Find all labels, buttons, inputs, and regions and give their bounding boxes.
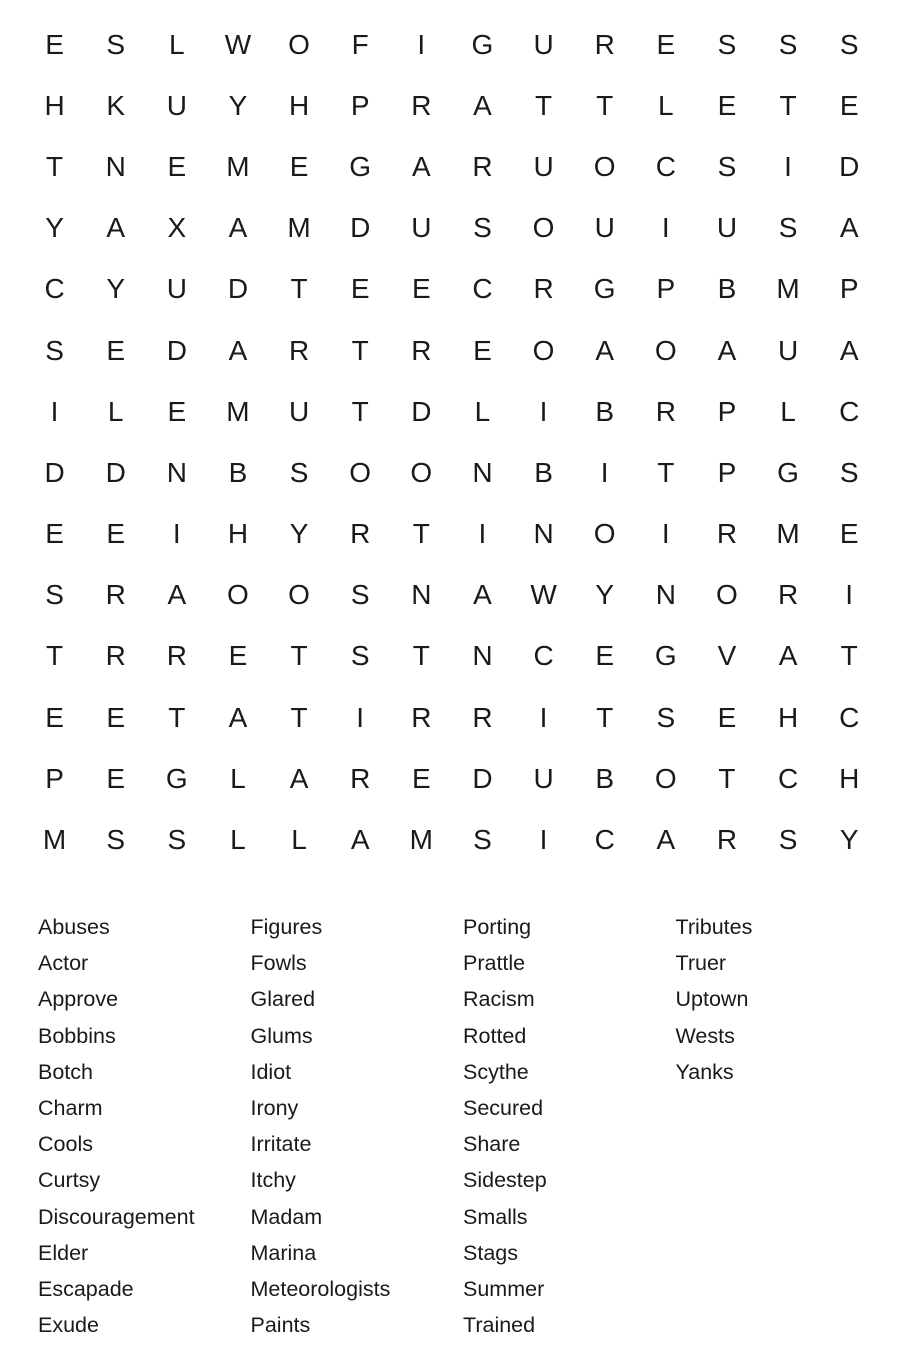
grid-cell[interactable]: E — [106, 334, 126, 366]
word-list-item: Approve — [38, 987, 119, 1012]
grid-cell[interactable]: O — [410, 456, 433, 488]
grid-cell[interactable]: E — [106, 762, 126, 794]
grid-cell[interactable]: G — [654, 640, 677, 672]
grid-row — [24, 748, 880, 809]
grid-cell[interactable]: N — [411, 579, 432, 611]
grid-cell[interactable]: Y — [839, 824, 859, 856]
grid-cell[interactable]: I — [539, 824, 548, 856]
grid-cell[interactable]: B — [228, 456, 248, 488]
grid-cell[interactable]: P — [45, 762, 64, 794]
grid-cell[interactable]: C — [44, 273, 65, 305]
grid-row — [24, 809, 880, 870]
grid-cell[interactable]: T — [412, 640, 430, 672]
grid-cell[interactable]: T — [840, 640, 858, 672]
grid-cell[interactable]: C — [472, 273, 493, 305]
grid-cell[interactable]: S — [839, 28, 859, 60]
grid-row — [24, 687, 880, 748]
grid-cell[interactable]: S — [45, 334, 64, 366]
grid-cell[interactable]: E — [717, 89, 737, 121]
grid-row — [24, 320, 880, 381]
grid-cell[interactable]: E — [839, 89, 859, 121]
word-column — [38, 909, 251, 1343]
grid-cell[interactable]: H — [839, 762, 860, 794]
grid-cell[interactable]: C — [655, 150, 676, 182]
grid-cell[interactable]: A — [778, 640, 798, 672]
grid-cell[interactable]: T — [168, 701, 186, 733]
grid-cell[interactable]: U — [533, 28, 554, 60]
grid-cell[interactable]: L — [107, 395, 124, 427]
grid-cell[interactable]: O — [532, 334, 555, 366]
grid-cell[interactable]: M — [287, 212, 311, 244]
grid-cell[interactable]: D — [411, 395, 432, 427]
grid-cell[interactable]: S — [289, 456, 309, 488]
word-list-item: Irritate — [250, 1132, 312, 1157]
word-column — [463, 909, 676, 1343]
word-list-item: Cools — [38, 1132, 93, 1157]
grid-cell[interactable]: A — [717, 334, 737, 366]
grid-cell[interactable]: F — [351, 28, 369, 60]
grid-cell[interactable]: E — [289, 150, 309, 182]
word-list — [38, 909, 888, 1343]
grid-cell[interactable]: D — [227, 273, 249, 305]
word-list-item: Meteorologists — [250, 1276, 391, 1301]
grid-cell[interactable]: R — [472, 701, 493, 733]
grid-row — [24, 259, 880, 320]
grid-cell[interactable]: D — [350, 212, 371, 244]
grid-cell[interactable]: H — [777, 701, 799, 733]
grid-cell[interactable]: W — [530, 579, 557, 611]
grid-cell[interactable]: N — [533, 518, 554, 550]
word-list-item: Uptown — [675, 987, 749, 1012]
word-list-item: Yanks — [675, 1059, 734, 1084]
word-list-item: Scythe — [463, 1059, 529, 1084]
word-list-item: Sidestep — [463, 1168, 547, 1193]
grid-cell[interactable]: T — [290, 701, 308, 733]
grid-cell[interactable]: A — [228, 701, 248, 733]
grid-cell[interactable]: C — [839, 395, 860, 427]
grid-cell[interactable]: N — [472, 456, 493, 488]
grid-row — [24, 75, 880, 136]
word-list-item: Abuses — [38, 915, 110, 939]
grid-row — [24, 504, 880, 565]
grid-cell[interactable]: T — [412, 518, 430, 550]
grid-cell[interactable]: L — [780, 395, 796, 427]
word-list-item: Charm — [38, 1095, 103, 1120]
grid-cell[interactable]: R — [716, 824, 738, 856]
grid-cell[interactable]: L — [291, 824, 307, 856]
word-list-item: Tributes — [675, 915, 753, 939]
grid-cell[interactable]: C — [594, 824, 615, 856]
word-list-item: Secured — [463, 1095, 544, 1120]
word-column — [676, 909, 889, 1343]
grid-cell[interactable]: T — [46, 640, 64, 672]
grid-cell[interactable]: Y — [595, 579, 615, 611]
grid-cell[interactable]: U — [533, 150, 554, 182]
grid-cell[interactable]: E — [45, 28, 64, 60]
grid-cell[interactable]: I — [784, 150, 792, 182]
grid-cell[interactable]: S — [167, 824, 187, 856]
grid-cell[interactable]: V — [717, 640, 737, 672]
grid-cell[interactable]: E — [228, 640, 248, 672]
grid-cell[interactable]: I — [356, 701, 365, 733]
grid-cell[interactable]: R — [105, 640, 126, 672]
grid-cell[interactable]: I — [539, 395, 548, 427]
word-column — [251, 909, 464, 1343]
grid-cell[interactable]: L — [474, 395, 491, 427]
grid-cell[interactable]: R — [166, 640, 187, 672]
grid-cell[interactable]: S — [350, 579, 370, 611]
grid-cell[interactable]: S — [350, 640, 370, 672]
grid-row — [24, 626, 880, 687]
grid-row — [24, 442, 880, 503]
grid-cell[interactable]: N — [655, 579, 676, 611]
grid-row — [24, 14, 880, 75]
grid-cell[interactable]: A — [656, 824, 676, 856]
grid-row — [24, 198, 880, 259]
word-list-item: Rotted — [463, 1023, 527, 1048]
grid-cell[interactable]: O — [593, 150, 616, 182]
grid-cell[interactable]: S — [778, 28, 798, 60]
grid-cell[interactable]: S — [778, 824, 798, 856]
grid-cell[interactable]: E — [106, 518, 126, 550]
grid-cell[interactable]: I — [600, 456, 609, 488]
word-list-item: Elder — [38, 1240, 89, 1265]
word-list-item: Prattle — [463, 951, 526, 976]
grid-cell[interactable]: I — [845, 579, 854, 611]
grid-cell[interactable]: C — [533, 640, 554, 672]
grid-cell[interactable]: S — [473, 212, 492, 244]
grid-cell[interactable]: P — [839, 273, 859, 305]
word-list-item: Truer — [675, 951, 727, 976]
grid-cell[interactable]: L — [230, 762, 246, 794]
grid-cell[interactable]: T — [351, 395, 369, 427]
grid-cell[interactable]: R — [716, 518, 738, 550]
word-list-item: Wests — [675, 1023, 735, 1048]
grid-cell[interactable]: P — [656, 273, 676, 305]
grid-cell[interactable]: R — [411, 701, 432, 733]
grid-cell[interactable]: S — [656, 701, 676, 733]
word-list-item: Itchy — [250, 1168, 296, 1193]
grid-cell[interactable]: O — [288, 579, 310, 611]
grid-cell[interactable]: E — [473, 334, 492, 366]
grid-cell[interactable]: R — [777, 579, 799, 611]
word-list-item: Figures — [250, 915, 323, 939]
word-list-item: Fowls — [250, 951, 307, 976]
grid-cell[interactable]: U — [411, 212, 432, 244]
grid-cell[interactable]: G — [349, 150, 372, 182]
word-list-item: Glared — [250, 987, 316, 1012]
grid-cell[interactable]: E — [106, 701, 126, 733]
grid-cell[interactable]: I — [417, 28, 426, 60]
grid-cell[interactable]: E — [350, 273, 370, 305]
grid-cell[interactable]: E — [45, 518, 64, 550]
grid-cell[interactable]: N — [166, 456, 187, 488]
grid-cell[interactable]: R — [350, 518, 371, 550]
grid-cell[interactable]: R — [533, 273, 554, 305]
grid-cell[interactable]: O — [532, 212, 555, 244]
grid-cell[interactable]: O — [593, 518, 616, 550]
grid-cell[interactable]: X — [167, 212, 187, 244]
grid-cell[interactable]: G — [593, 273, 616, 305]
grid-cell[interactable]: O — [654, 762, 677, 794]
word-list-item: Glums — [250, 1023, 313, 1048]
grid-cell[interactable]: O — [288, 28, 310, 60]
grid-cell[interactable]: I — [661, 518, 670, 550]
word-list-item: Discouragement — [38, 1204, 195, 1229]
grid-cell[interactable]: E — [45, 701, 64, 733]
word-list-item: Botch — [38, 1059, 93, 1084]
grid-cell[interactable]: Y — [106, 273, 126, 305]
grid-row — [24, 565, 880, 626]
grid-cell[interactable]: O — [654, 334, 677, 366]
grid-cell[interactable]: H — [288, 89, 310, 121]
grid-cell[interactable]: A — [106, 212, 126, 244]
grid-cell[interactable]: T — [535, 89, 553, 121]
word-list-item: Summer — [463, 1276, 545, 1301]
grid-cell[interactable]: S — [778, 212, 798, 244]
grid-cell[interactable]: S — [106, 28, 126, 60]
grid-cell[interactable]: D — [105, 456, 126, 488]
word-list-item: Share — [463, 1132, 521, 1157]
word-list-item: Madam — [250, 1204, 323, 1229]
grid-cell[interactable]: N — [105, 150, 126, 182]
grid-cell[interactable]: E — [839, 518, 859, 550]
grid-cell[interactable]: Y — [289, 518, 309, 550]
grid-cell[interactable]: R — [350, 762, 371, 794]
grid-cell[interactable]: I — [478, 518, 487, 550]
grid-cell[interactable]: T — [718, 762, 736, 794]
grid-cell[interactable]: E — [717, 701, 737, 733]
grid-cell[interactable]: I — [172, 518, 181, 550]
word-list-item: Stags — [463, 1240, 518, 1265]
grid-cell[interactable]: A — [411, 150, 431, 182]
word-list-item: Trained — [463, 1313, 536, 1338]
grid-cell[interactable]: A — [595, 334, 615, 366]
grid-cell[interactable]: T — [596, 701, 614, 733]
grid-cell[interactable]: O — [349, 456, 372, 488]
grid-cell[interactable]: M — [776, 518, 800, 550]
grid-cell[interactable]: E — [411, 762, 431, 794]
grid-cell[interactable]: U — [533, 762, 554, 794]
grid-cell[interactable]: T — [46, 150, 64, 182]
grid-cell[interactable]: R — [288, 334, 310, 366]
grid-cell[interactable]: T — [290, 273, 308, 305]
grid-cell[interactable]: P — [717, 395, 737, 427]
grid-cell[interactable]: C — [777, 762, 799, 794]
grid-cell[interactable]: S — [473, 824, 492, 856]
grid-cell[interactable]: E — [595, 640, 615, 672]
grid-cell[interactable]: C — [839, 701, 860, 733]
grid-cell[interactable]: M — [226, 150, 250, 182]
grid-cell[interactable]: E — [411, 273, 431, 305]
grid-cell[interactable]: R — [594, 28, 615, 60]
grid-cell[interactable]: Y — [228, 89, 248, 121]
grid-cell[interactable]: N — [472, 640, 493, 672]
grid-cell[interactable]: B — [717, 273, 737, 305]
grid-cell[interactable]: I — [661, 212, 670, 244]
grid-cell[interactable]: H — [227, 518, 249, 550]
grid-cell[interactable]: E — [167, 395, 187, 427]
grid-cell[interactable]: I — [539, 701, 548, 733]
grid-cell[interactable]: S — [106, 824, 126, 856]
grid-cell[interactable]: R — [411, 334, 432, 366]
grid-cell[interactable]: A — [350, 824, 370, 856]
grid-cell[interactable]: A — [839, 334, 859, 366]
grid-cell[interactable]: T — [657, 456, 675, 488]
word-list-item: Bobbins — [38, 1023, 116, 1048]
grid-cell[interactable]: T — [779, 89, 797, 121]
grid-cell[interactable]: A — [839, 212, 859, 244]
word-list-item: Irony — [250, 1095, 299, 1120]
grid-cell[interactable]: S — [717, 28, 737, 60]
grid-cell[interactable]: A — [167, 579, 187, 611]
grid-cell[interactable]: T — [351, 334, 369, 366]
grid-cell[interactable]: M — [776, 273, 800, 305]
grid-cell[interactable]: U — [166, 273, 187, 305]
grid-cell[interactable]: O — [716, 579, 738, 611]
grid-cell[interactable]: A — [473, 89, 492, 121]
grid-cell[interactable]: U — [288, 395, 310, 427]
word-list-item: Porting — [463, 915, 532, 939]
grid-cell[interactable]: G — [777, 456, 799, 488]
grid-cell[interactable]: M — [42, 824, 67, 856]
word-list-item: Escapade — [38, 1276, 134, 1301]
grid-cell[interactable]: S — [45, 579, 64, 611]
grid-cell[interactable]: Y — [45, 212, 64, 244]
grid-cell[interactable]: U — [166, 89, 187, 121]
word-list-item: Smalls — [463, 1204, 528, 1229]
grid-cell[interactable]: A — [228, 334, 248, 366]
grid-cell[interactable]: D — [472, 762, 493, 794]
grid-cell[interactable]: E — [167, 150, 187, 182]
grid-cell[interactable]: K — [106, 89, 126, 121]
grid-cell[interactable]: B — [534, 456, 553, 488]
word-list-item: Curtsy — [38, 1168, 101, 1193]
word-list-item: Idiot — [250, 1059, 292, 1084]
word-list-item: Actor — [38, 951, 89, 976]
grid-cell[interactable]: W — [224, 28, 252, 60]
grid-cell[interactable]: P — [717, 456, 737, 488]
grid-cell[interactable]: U — [777, 334, 799, 366]
grid-row — [24, 136, 880, 197]
grid-cell[interactable]: R — [472, 150, 493, 182]
grid-cell[interactable]: R — [105, 579, 126, 611]
word-list-item: Marina — [250, 1240, 317, 1265]
grid-cell[interactable]: T — [596, 89, 614, 121]
grid-cell[interactable]: A — [228, 212, 248, 244]
grid-cell[interactable]: S — [839, 456, 859, 488]
word-list-item: Racism — [463, 987, 535, 1012]
grid-row — [24, 381, 880, 442]
grid-cell[interactable]: B — [595, 395, 615, 427]
grid-cell[interactable]: B — [595, 762, 615, 794]
grid-cell[interactable]: I — [50, 395, 59, 427]
grid-cell[interactable]: P — [350, 89, 370, 121]
grid-cell[interactable]: L — [230, 824, 246, 856]
grid-cell[interactable]: R — [411, 89, 432, 121]
grid-cell[interactable]: L — [169, 28, 185, 60]
grid-cell[interactable]: A — [473, 579, 492, 611]
word-list-item: Exude — [38, 1313, 99, 1338]
grid-cell[interactable]: G — [165, 762, 188, 794]
grid-cell[interactable]: E — [656, 28, 676, 60]
grid-cell[interactable]: M — [226, 395, 250, 427]
grid-cell[interactable]: G — [471, 28, 494, 60]
grid-cell[interactable]: U — [716, 212, 738, 244]
letter-grid — [24, 14, 880, 871]
grid-cell[interactable]: D — [166, 334, 187, 366]
grid-cell[interactable]: O — [227, 579, 249, 611]
grid-cell[interactable]: H — [44, 89, 65, 121]
grid-cell[interactable]: M — [409, 824, 433, 856]
grid-cell[interactable]: R — [655, 395, 676, 427]
grid-cell[interactable]: L — [658, 89, 674, 121]
grid-cell[interactable]: U — [594, 212, 615, 244]
grid-cell[interactable]: D — [44, 456, 65, 488]
word-list-item: Paints — [250, 1313, 311, 1338]
grid-cell[interactable]: A — [289, 762, 309, 794]
grid-cell[interactable]: S — [717, 150, 737, 182]
grid-cell[interactable]: D — [839, 150, 860, 182]
grid-cell[interactable]: T — [290, 640, 308, 672]
